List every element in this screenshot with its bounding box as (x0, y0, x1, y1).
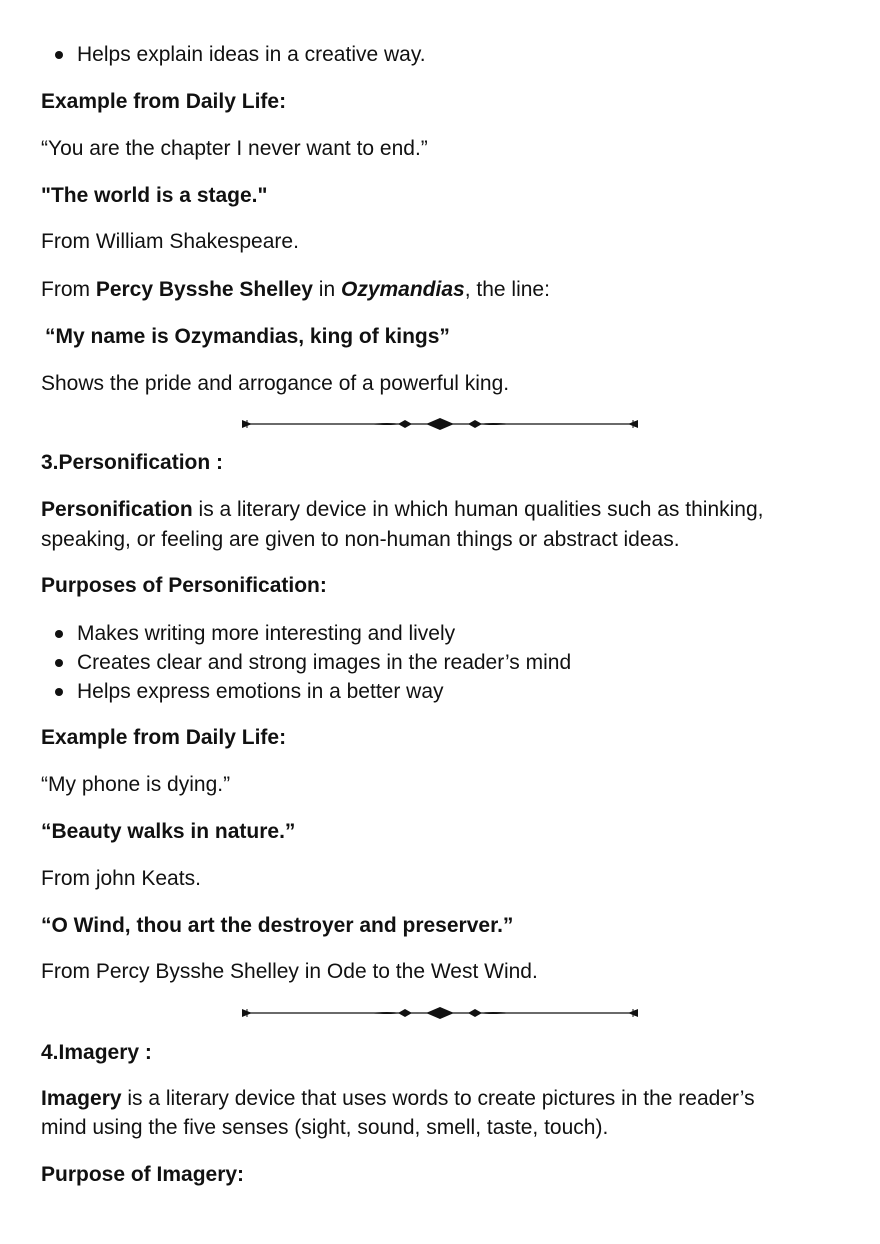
quote-intro (41, 275, 550, 304)
example-heading: Example from Daily Life: (41, 90, 287, 113)
work-title: Ozymandias (340, 278, 465, 301)
definition-text: is a literary device in which human qualities such as thinking, (192, 498, 764, 521)
quote-intro-mid: in (312, 278, 341, 301)
quote-source: From Percy Bysshe Shelley in Ode to the West Wind. (41, 960, 538, 983)
bullet-icon (55, 688, 63, 696)
author-name: Percy Bysshe Shelley (95, 278, 313, 301)
definition-term: Imagery (41, 1087, 122, 1110)
definition-line-2: speaking, or feeling are given to non-human things or abstract ideas. (41, 528, 680, 551)
example-daily-text: “You are the chapter I never want to end.” (41, 137, 428, 160)
ornamental-divider (240, 1005, 640, 1021)
section-heading: 3.Personification : (41, 451, 224, 474)
quote-text: “My name is Ozymandias, king of kings” (45, 325, 450, 348)
definition-line-1 (41, 495, 764, 524)
quote-intro-suffix: , the line: (464, 278, 550, 301)
purpose-heading: Purpose of Imagery: (41, 1163, 245, 1186)
bullet-icon (55, 51, 63, 59)
list-item-text: Helps explain ideas in a creative way. (77, 43, 426, 66)
quote-text: "The world is a stage." (41, 184, 268, 207)
purpose-heading: Purposes of Personification: (41, 574, 327, 597)
example-daily-text: “My phone is dying.” (41, 773, 231, 796)
quote-intro-prefix: From (41, 278, 96, 301)
bullet-icon (55, 659, 63, 667)
definition-text: is a literary device that uses words to create pictures in the reader’s (121, 1087, 755, 1110)
definition-term: Personification (41, 498, 193, 521)
list-item-text: Helps express emotions in a better way (77, 680, 444, 703)
quote-source: From William Shakespeare. (41, 230, 299, 253)
quote-text: “Beauty walks in nature.” (41, 820, 296, 843)
definition-line-1 (41, 1084, 755, 1113)
quote-source: From john Keats. (41, 867, 201, 890)
example-heading: Example from Daily Life: (41, 726, 287, 749)
list-item-text: Makes writing more interesting and lively (77, 622, 456, 645)
section-heading: 4.Imagery : (41, 1041, 152, 1064)
definition-line-2: mind using the five senses (sight, sound, smell, taste, touch). (41, 1116, 609, 1139)
quote-text: “O Wind, thou art the destroyer and preserver.” (41, 914, 514, 937)
ornamental-divider (240, 416, 640, 432)
bullet-icon (55, 630, 63, 638)
quote-note: Shows the pride and arrogance of a powerful king. (41, 372, 510, 395)
list-item-text: Creates clear and strong images in the reader’s mind (77, 651, 572, 674)
